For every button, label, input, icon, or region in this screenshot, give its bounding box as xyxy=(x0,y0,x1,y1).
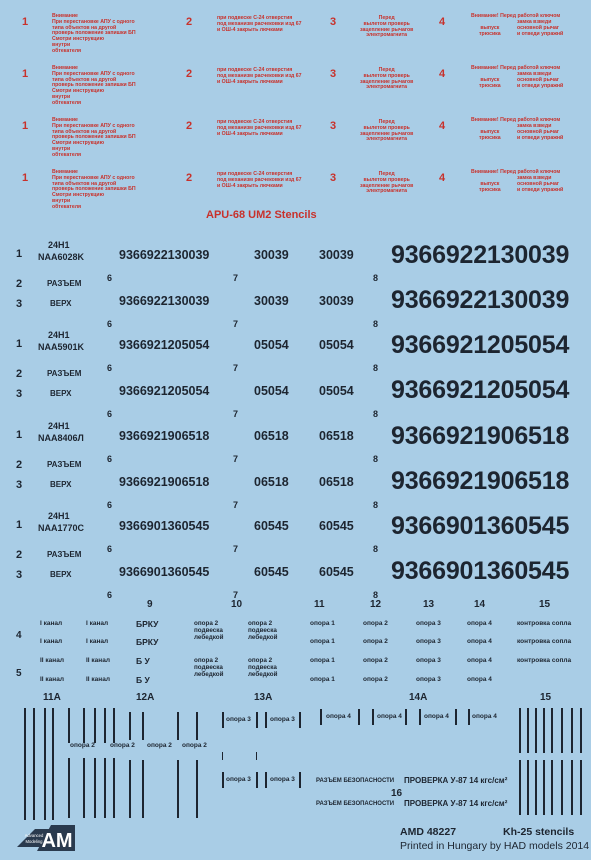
row-number-2: 2 xyxy=(16,459,23,471)
serial-code-large: 9366922130039 xyxy=(391,286,570,314)
header-16: 16 xyxy=(391,788,403,799)
red-release-text: выпуск трюсика xyxy=(479,25,501,37)
channel-label: II канал xyxy=(40,657,64,664)
label-naa: NAA8406Л xyxy=(38,433,84,443)
stencil-stripe xyxy=(33,760,35,820)
red-hatch-text: при подвеске С-24 отверстия под механизм расчековки изд 67 и ОШ-4 закрыть лючками xyxy=(217,67,302,85)
short-code: 05054 xyxy=(254,384,289,398)
row-label-4: 4 xyxy=(16,630,22,641)
label-naa: NAA5901K xyxy=(38,342,85,352)
opora4-label: опора 4 xyxy=(467,657,492,664)
header-13: 13 xyxy=(423,599,435,610)
opora2-bottom-label: опора 2 xyxy=(70,742,95,749)
stencil-stripe xyxy=(527,760,529,815)
stencil-stripe xyxy=(419,709,421,725)
stencil-stripe xyxy=(68,758,70,818)
serial-code: 9366922130039 xyxy=(119,294,210,308)
short-code: 30039 xyxy=(254,248,289,262)
number-7: 7 xyxy=(233,319,239,329)
opora3-label: опора 3 xyxy=(416,657,441,664)
opora2-bottom-label: опора 2 xyxy=(110,742,135,749)
printed-note: Printed in Hungary by HAD models 2014 xyxy=(400,840,590,852)
serial-code: 9366921205054 xyxy=(119,338,210,352)
short-code: 06518 xyxy=(319,475,354,489)
label-24h1: 24H1 xyxy=(48,240,70,250)
row-number-1: 1 xyxy=(16,429,23,441)
label-verh: ВЕРХ xyxy=(50,389,72,398)
stencil-stripe xyxy=(535,760,537,815)
channel-label: I канал xyxy=(40,620,63,627)
red-number-1: 1 xyxy=(22,68,29,80)
logo-top-text: Advanced xyxy=(24,833,44,838)
red-hatch-text: при подвеске С-24 отверстия под механизм расчековки изд 67 и ОШ-4 закрыть лючками xyxy=(217,119,302,137)
opora4-bottom-label: опора 4 xyxy=(424,713,449,720)
red-key-text: Внимание! Перед работой ключом xyxy=(471,169,561,175)
label-24h1: 24H1 xyxy=(48,511,70,521)
label-24h1: 24H1 xyxy=(48,330,70,340)
stencil-stripe xyxy=(580,760,582,815)
number-7: 7 xyxy=(233,454,239,464)
opora3-bottom-label: опора 3 xyxy=(226,716,251,723)
red-number-2: 2 xyxy=(186,68,193,80)
opora1-label: опора 1 xyxy=(310,676,335,683)
row-number-1: 1 xyxy=(16,338,23,350)
stencil-stripe xyxy=(405,709,407,725)
stencil-stripe xyxy=(571,708,573,753)
label-verh: ВЕРХ xyxy=(50,299,72,308)
row-number-2: 2 xyxy=(16,368,23,380)
red-key-text: Внимание! Перед работой ключом xyxy=(471,65,561,71)
stencil-stripe xyxy=(44,760,46,820)
short-code: 60545 xyxy=(319,519,354,533)
red-number-3: 3 xyxy=(330,16,337,28)
stencil-stripe xyxy=(535,708,537,753)
channel-label: I канал xyxy=(86,620,109,627)
stencil-stripe xyxy=(580,708,582,753)
label-naa: NAA6028K xyxy=(38,252,85,262)
header-11: 11 xyxy=(314,599,325,610)
label-razem: РАЗЪЕМ xyxy=(47,460,82,469)
stencil-stripe xyxy=(256,772,258,788)
pressure-check-label: ПРОВЕРКА У-87 14 кгс/см² xyxy=(404,799,508,808)
red-magnet-text: Перед вылетом проверь зацепление рычагов электромагнита xyxy=(360,171,414,195)
red-lever-text: замка взведи основной рычаг и отведи упражнй xyxy=(517,19,564,37)
opora2-hoist-text: опора 2 подвеска лебедкой xyxy=(194,620,224,641)
opora4-bottom-label: опора 4 xyxy=(377,713,402,720)
header-9: 9 xyxy=(147,599,153,610)
red-number-2: 2 xyxy=(186,16,193,28)
number-6: 6 xyxy=(107,273,113,283)
kontrovka-label: контровка сопла xyxy=(517,620,572,627)
row-number-3: 3 xyxy=(16,388,23,400)
red-magnet-text: Перед вылетом проверь зацепление рычагов электромагнита xyxy=(360,119,414,143)
number-6: 6 xyxy=(107,363,113,373)
stencil-stripe xyxy=(83,758,85,818)
row-number-3: 3 xyxy=(16,569,23,581)
serial-code: 9366901360545 xyxy=(119,565,210,579)
short-code: 60545 xyxy=(254,565,289,579)
red-key-text: Внимание! Перед работой ключом xyxy=(471,117,561,123)
brku-label: Б У xyxy=(136,675,150,685)
header-13a: 13A xyxy=(254,692,273,703)
short-code: 30039 xyxy=(254,294,289,308)
number-7: 7 xyxy=(233,273,239,283)
red-number-3: 3 xyxy=(330,120,337,132)
number-8: 8 xyxy=(373,454,379,464)
channel-label: II канал xyxy=(86,657,110,664)
row-number-3: 3 xyxy=(16,298,23,310)
opora2-bottom-label: опора 2 xyxy=(182,742,207,749)
red-release-text: выпуск трюсика xyxy=(479,77,501,89)
number-6: 6 xyxy=(107,454,113,464)
opora2-label: опора 2 xyxy=(363,620,388,627)
stencil-stripe xyxy=(222,712,224,728)
row-number-3: 3 xyxy=(16,479,23,491)
stencil-stripe xyxy=(52,760,54,820)
short-code: 60545 xyxy=(319,565,354,579)
number-8: 8 xyxy=(373,544,379,554)
stencil-stripe xyxy=(455,709,457,725)
row-number-1: 1 xyxy=(16,248,23,260)
number-8: 8 xyxy=(373,500,379,510)
label-verh: ВЕРХ xyxy=(50,570,72,579)
stencil-stripe xyxy=(196,760,198,818)
number-6: 6 xyxy=(107,409,113,419)
stencil-stripe xyxy=(196,712,198,740)
number-6: 6 xyxy=(107,500,113,510)
label-razem: РАЗЪЕМ xyxy=(47,550,82,559)
stencil-stripe xyxy=(527,708,529,753)
logo-mark: AM xyxy=(41,830,73,851)
stencil-stripe xyxy=(519,708,521,753)
red-lever-text: замка взведи основной рычаг и отведи упражнй xyxy=(517,123,564,141)
stencil-stripe xyxy=(299,712,301,728)
am-logo xyxy=(17,825,77,851)
row-label-5: 5 xyxy=(16,668,22,679)
row-number-2: 2 xyxy=(16,549,23,561)
stencil-stripe xyxy=(561,760,563,815)
short-code: 60545 xyxy=(254,519,289,533)
short-code: 05054 xyxy=(319,338,354,352)
opora4-label: опора 4 xyxy=(467,638,492,645)
red-number-1: 1 xyxy=(22,16,29,28)
stencil-stripe xyxy=(113,708,115,743)
serial-code: 9366901360545 xyxy=(119,519,210,533)
red-number-1: 1 xyxy=(22,120,29,132)
serial-code-large: 9366921906518 xyxy=(391,467,570,495)
opora1-label: опора 1 xyxy=(310,620,335,627)
opora2-label: опора 2 xyxy=(363,657,388,664)
label-naa: NAA1770C xyxy=(38,523,85,533)
short-code: 05054 xyxy=(319,384,354,398)
red-key-text: Внимание! Перед работой ключом xyxy=(471,13,561,19)
header-15: 15 xyxy=(539,599,551,610)
product-code: AMD 48227 xyxy=(400,826,457,838)
stencil-stripe xyxy=(543,760,545,815)
short-code: 30039 xyxy=(319,294,354,308)
number-7: 7 xyxy=(233,544,239,554)
label-24h1: 24H1 xyxy=(48,421,70,431)
stencil-stripe xyxy=(94,708,96,743)
red-number-3: 3 xyxy=(330,172,337,184)
stencil-stripe xyxy=(104,708,106,743)
stencil-stripe xyxy=(129,760,131,818)
red-lever-text: замка взведи основной рычаг и отведи упражнй xyxy=(517,175,564,193)
stencil-stripe xyxy=(129,712,131,740)
number-6: 6 xyxy=(107,544,113,554)
red-warning-text: Внимание При перестановке АПУ с одного типа объектов на другой проверь положение запишки БП Смотри инструкцию внутри обтекателя xyxy=(52,117,136,158)
number-8: 8 xyxy=(373,273,379,283)
stencil-stripe xyxy=(543,708,545,753)
header-11a: 11A xyxy=(43,692,61,703)
stencil-stripe xyxy=(222,772,224,788)
row-number-1: 1 xyxy=(16,519,23,531)
red-number-4: 4 xyxy=(439,172,446,184)
number-6: 6 xyxy=(107,590,113,600)
stencil-stripe xyxy=(265,712,267,728)
stencil-stripe xyxy=(256,712,258,728)
opora3-label: опора 3 xyxy=(416,638,441,645)
number-8: 8 xyxy=(373,363,379,373)
short-code: 06518 xyxy=(254,475,289,489)
channel-label: II канал xyxy=(86,676,110,683)
am-logo-graphic xyxy=(17,825,77,851)
opora2-hoist-text: опора 2 подвеска лебедкой xyxy=(248,620,278,641)
stencil-stripe xyxy=(113,758,115,818)
header-12a: 12A xyxy=(136,692,155,703)
stencil-title: APU-68 UM2 Stencils xyxy=(206,209,317,221)
red-number-4: 4 xyxy=(439,16,446,28)
opora2-hoist-text: опора 2 подвеска лебедкой xyxy=(194,657,224,678)
red-magnet-text: Перед вылетом проверь зацепление рычагов электромагнита xyxy=(360,67,414,91)
kontrovka-label: контровка сопла xyxy=(517,657,572,664)
red-number-3: 3 xyxy=(330,68,337,80)
stencil-stripe xyxy=(222,752,223,760)
stencil-stripe xyxy=(320,709,322,725)
channel-label: II канал xyxy=(40,676,64,683)
label-razem: РАЗЪЕМ xyxy=(47,369,82,378)
channel-label: I канал xyxy=(40,638,63,645)
opora4-bottom-label: опора 4 xyxy=(472,713,497,720)
stencil-stripe xyxy=(551,708,553,753)
red-number-2: 2 xyxy=(186,120,193,132)
opora4-label: опора 4 xyxy=(467,676,492,683)
serial-code-large: 9366921205054 xyxy=(391,331,570,359)
opora2-label: опора 2 xyxy=(363,676,388,683)
stencil-stripe xyxy=(68,708,70,743)
logo-bottom-text: Modeling xyxy=(25,839,43,844)
stencil-stripe xyxy=(177,712,179,740)
opora3-bottom-label: опора 3 xyxy=(270,716,295,723)
opora2-hoist-text: опора 2 подвеска лебедкой xyxy=(248,657,278,678)
number-6: 6 xyxy=(107,319,113,329)
row-number-2: 2 xyxy=(16,278,23,290)
serial-code: 9366921906518 xyxy=(119,429,210,443)
red-warning-text: Внимание При перестановке АПУ с одного типа объектов на другой проверь положение запишки БП Смотри инструкцию внутри обтекателя xyxy=(52,65,136,106)
number-7: 7 xyxy=(233,363,239,373)
opora4-bottom-label: опора 4 xyxy=(326,713,351,720)
pressure-check-label: ПРОВЕРКА У-87 14 кгс/см² xyxy=(404,776,508,785)
number-8: 8 xyxy=(373,319,379,329)
opora1-label: опора 1 xyxy=(310,638,335,645)
red-release-text: выпуск трюсика xyxy=(479,129,501,141)
red-magnet-text: Перед вылетом проверь зацепление рычагов электромагнита xyxy=(360,15,414,39)
short-code: 05054 xyxy=(254,338,289,352)
red-warning-text: Внимание При перестановке АПУ с одного типа объектов на другой проверь положение запишки БП Смотри инструкцию внутри обтекателя xyxy=(52,13,136,54)
serial-code-large: 9366901360545 xyxy=(391,512,570,540)
serial-code: 9366921906518 xyxy=(119,475,210,489)
opora1-label: опора 1 xyxy=(310,657,335,664)
red-number-4: 4 xyxy=(439,68,446,80)
brku-label: БРКУ xyxy=(136,619,159,629)
short-code: 30039 xyxy=(319,248,354,262)
stencil-stripe xyxy=(142,760,144,818)
stencil-stripe xyxy=(299,772,301,788)
red-number-2: 2 xyxy=(186,172,193,184)
safety-connector-label: РАЗЪЕМ БЕЗОПАСНОСТИ xyxy=(316,778,395,784)
number-8: 8 xyxy=(373,409,379,419)
number-7: 7 xyxy=(233,590,239,600)
header-14a: 14A xyxy=(409,692,428,703)
serial-code-large: 9366921205054 xyxy=(391,376,570,404)
number-8: 8 xyxy=(373,590,379,600)
brku-label: Б У xyxy=(136,656,150,666)
serial-code-large: 9366921906518 xyxy=(391,422,570,450)
stencil-stripe xyxy=(142,712,144,740)
opora3-label: опора 3 xyxy=(416,676,441,683)
serial-code-large: 9366922130039 xyxy=(391,241,570,269)
stencil-stripe xyxy=(104,758,106,818)
stencil-stripe xyxy=(372,709,374,725)
short-code: 06518 xyxy=(319,429,354,443)
serial-code: 9366922130039 xyxy=(119,248,210,262)
brku-label: БРКУ xyxy=(136,637,159,647)
stencil-stripe xyxy=(94,758,96,818)
serial-code-large: 9366901360545 xyxy=(391,557,570,585)
red-warning-text: Внимание При перестановке АПУ с одного типа объектов на другой проверь положение запишки БП Смотри инструкцию внутри обтекателя xyxy=(52,169,136,210)
opora2-bottom-label: опора 2 xyxy=(147,742,172,749)
opora3-label: опора 3 xyxy=(416,620,441,627)
opora4-label: опора 4 xyxy=(467,620,492,627)
channel-label: I канал xyxy=(86,638,109,645)
header-15b: 15 xyxy=(540,692,552,703)
stencil-stripe xyxy=(468,709,470,725)
header-14: 14 xyxy=(474,599,486,610)
opora2-label: опора 2 xyxy=(363,638,388,645)
red-hatch-text: при подвеске С-24 отверстия под механизм расчековки изд 67 и ОШ-4 закрыть лючками xyxy=(217,171,302,189)
label-verh: ВЕРХ xyxy=(50,480,72,489)
stencil-stripe xyxy=(519,760,521,815)
stencil-stripe xyxy=(24,760,26,820)
stencil-stripe xyxy=(571,760,573,815)
serial-code: 9366921205054 xyxy=(119,384,210,398)
short-code: 06518 xyxy=(254,429,289,443)
stencil-stripe xyxy=(358,709,360,725)
red-release-text: выпуск трюсика xyxy=(479,181,501,193)
red-number-1: 1 xyxy=(22,172,29,184)
red-number-4: 4 xyxy=(439,120,446,132)
stencil-stripe xyxy=(265,772,267,788)
product-name: Kh-25 stencils xyxy=(503,826,575,838)
stencil-stripe xyxy=(551,760,553,815)
label-razem: РАЗЪЕМ xyxy=(47,279,82,288)
opora3-bottom-label: опора 3 xyxy=(270,776,295,783)
kontrovka-label: контровка сопла xyxy=(517,638,572,645)
stencil-stripe xyxy=(83,708,85,743)
safety-connector-label: РАЗЪЕМ БЕЗОПАСНОСТИ xyxy=(316,801,395,807)
red-hatch-text: при подвеске С-24 отверстия под механизм расчековки изд 67 и ОШ-4 закрыть лючками xyxy=(217,15,302,33)
stencil-stripe xyxy=(561,708,563,753)
stencil-stripe xyxy=(256,752,257,760)
red-lever-text: замка взведи основной рычаг и отведи упражнй xyxy=(517,71,564,89)
header-10: 10 xyxy=(231,599,243,610)
opora3-bottom-label: опора 3 xyxy=(226,776,251,783)
number-7: 7 xyxy=(233,409,239,419)
number-7: 7 xyxy=(233,500,239,510)
header-12: 12 xyxy=(370,599,382,610)
stencil-stripe xyxy=(177,760,179,818)
